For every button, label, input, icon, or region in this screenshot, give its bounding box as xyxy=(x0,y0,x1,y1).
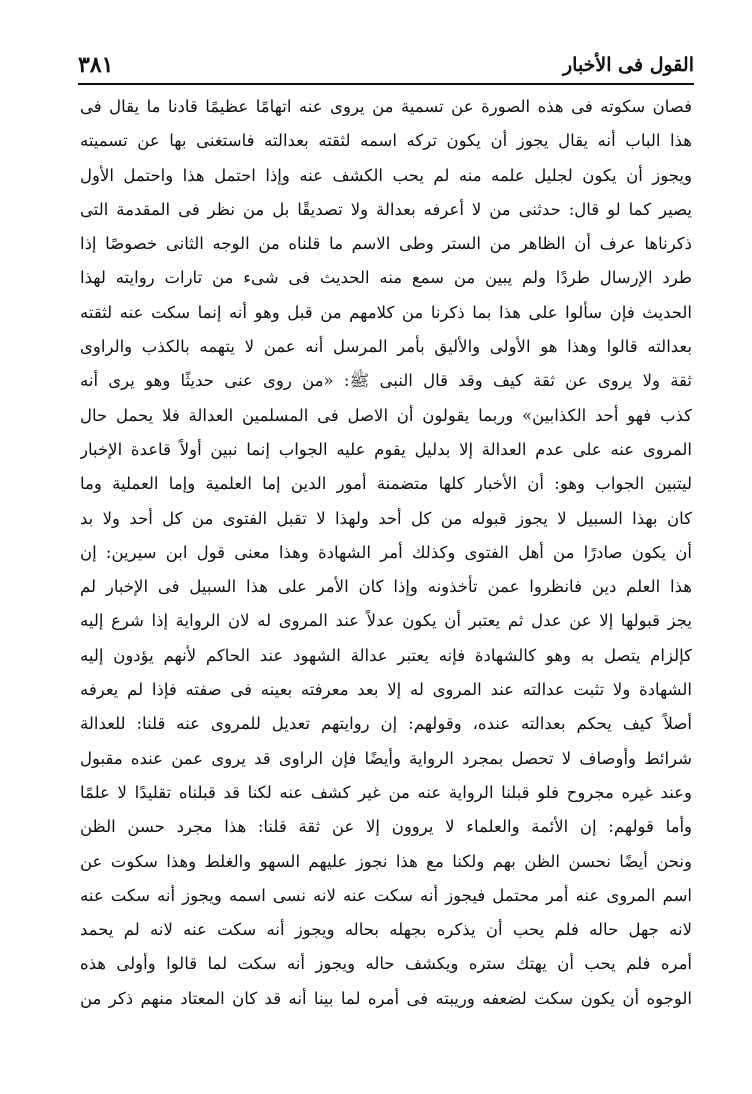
text-line: الشهادة ولا تثبت عدالته عند المروى له إلا بعد معرفته بعينه فى صفته فإذا لم يعرفه xyxy=(80,680,692,700)
text-line: أمره فلم يحب أن يهتك ستره ويكشف حاله ويجوز أنه سكت لما قالوا وأولى هذه xyxy=(80,954,692,974)
text-line: وعند غيره مجروح فلو قبلنا الرواية عنه من غير كشف عنه لكنا قد قبلناه تقليدًا لا علمًا xyxy=(80,782,692,802)
text-line: كان بهذا السبيل لا يجوز قبوله من كل أحد ولهذا لا تقبل الفتوى من كل أحد ولا بد xyxy=(80,508,692,528)
text-line: لانه جهل حاله فلم يحب أن يذكره بجهله بحاله ويجوز أنه سكت عنه لانه لم يحمد xyxy=(80,920,692,940)
text-line: ذكرناها عرف أن الظاهر من الستر وطى الاسم ما قلناه من الوجه الثانى خصوصًا إذا xyxy=(80,234,692,254)
text-line: ليتبين الجواب وهو: أن الأخبار كلها متضمنة أمور الدين إما العلمية وإما العملية وما xyxy=(80,474,692,494)
text-line: ثقة ولا يروى عن ثقة كيف وقد قال النبى ﷺ: «من روى عنى حديثًا وهو يرى أنه xyxy=(80,371,692,391)
text-line: يجز قبولها إلا عن عدل ثم يعتبر أن يكون عدلاً عند المروى له لان الرواية إذا شرع إليه xyxy=(80,611,692,631)
text-line: فصان سكوته فى هذه الصورة عن تسمية من يروى عنه اتهامًا عظيمًا قادنا ما يقال فى xyxy=(80,97,692,116)
text-line: هذا العلم دين فانظروا عمن تأخذونه وإذا كان الأمر على هذا السبيل فى الإخبار لم xyxy=(80,577,692,597)
text-line: المروى عنه على عدم العدالة إلا بدليل يقوم عليه الجواب إنما نبين أولاً قاعدة الإخبار xyxy=(80,439,692,459)
page-number: ٣٨١ xyxy=(78,52,114,78)
text-line: اسم المروى عنه أمر محتمل فيجوز أنه سكت عنه لانه نسى اسمه ويجوز أنه سكت عنه xyxy=(80,885,692,905)
text-line: كذب فهو أحد الكذابين» وربما يقولون أن الاصل فى المسلمين العدالة فلا يحمل حال xyxy=(80,405,692,425)
text-line: طرد الإرسال طردًا ولم يبين من سمع منه الحديث فى شىء من تارات روايته لهذا xyxy=(80,268,692,288)
text-line: هذا الباب أنه يقال يجوز أن يكون تركه اسمه لثقته بعدالته فاستغنى بها عن تسميته xyxy=(80,131,692,151)
text-line: شرائط وأوصاف لا تحصل بمجرد الرواية وأيضًا فإن الراوى قد يروى عمن عنده مقبول xyxy=(80,748,692,768)
text-line: الوجوه أن يكون سكت لضعفه وريبته فى أمره لما بينا أنه قد كان المعتاد منهم ذكر من xyxy=(80,988,692,1008)
text-line: أصلاً كيف يحكم بعدالته عنده، وقولهم: إن روايتهم تعديل للمروى عنه قلنا: للعدالة xyxy=(80,714,692,734)
text-line: ويجوز أن يكون لجليل علمه منه لم يحب الكشف عنه وإذا احتمل هذا واحتمل الأول xyxy=(80,165,692,185)
body-text xyxy=(80,90,692,1016)
header-divider xyxy=(78,83,694,85)
text-line: بعدالته قالوا وهذا هو الأولى والأليق بأمر المرسل أنه عمن لا يتهمه بالكذب والراوى xyxy=(80,337,692,357)
text-line: يصير كما لو قال: حدثنى من لا أعرفه بعدالة ولا تصديقًا بل من نظر فى المقدمة التى xyxy=(80,199,692,219)
text-line: كإلزام يتصل به وهو كالشهادة فإنه يعتبر عدالة الشهود عند الحاكم لأنهم يؤدون إليه xyxy=(80,645,692,665)
running-title: القول فى الأخبار xyxy=(562,54,694,76)
text-line: أن يكون صادرًا من أهل الفتوى وكذلك أمر الشهادة وهذا معنى قول ابن سيرين: إن xyxy=(80,542,692,562)
page-header xyxy=(78,50,694,80)
text-line: وأما قولهم: إن الأئمة والعلماء لا يروون إلا عن ثقة قلنا: هذا مجرد حسن الظن xyxy=(80,817,692,837)
text-line: ونحن أيضًا نحسن الظن بهم ولكنا مع هذا نجوز عليهم السهو والغلط وهذا سكوت عن xyxy=(80,851,692,871)
text-line: الحديث فإن سألوا على هذا بما ذكرنا من كلامهم من قبل وهو أنه إنما سكت عنه لثقته xyxy=(80,302,692,322)
